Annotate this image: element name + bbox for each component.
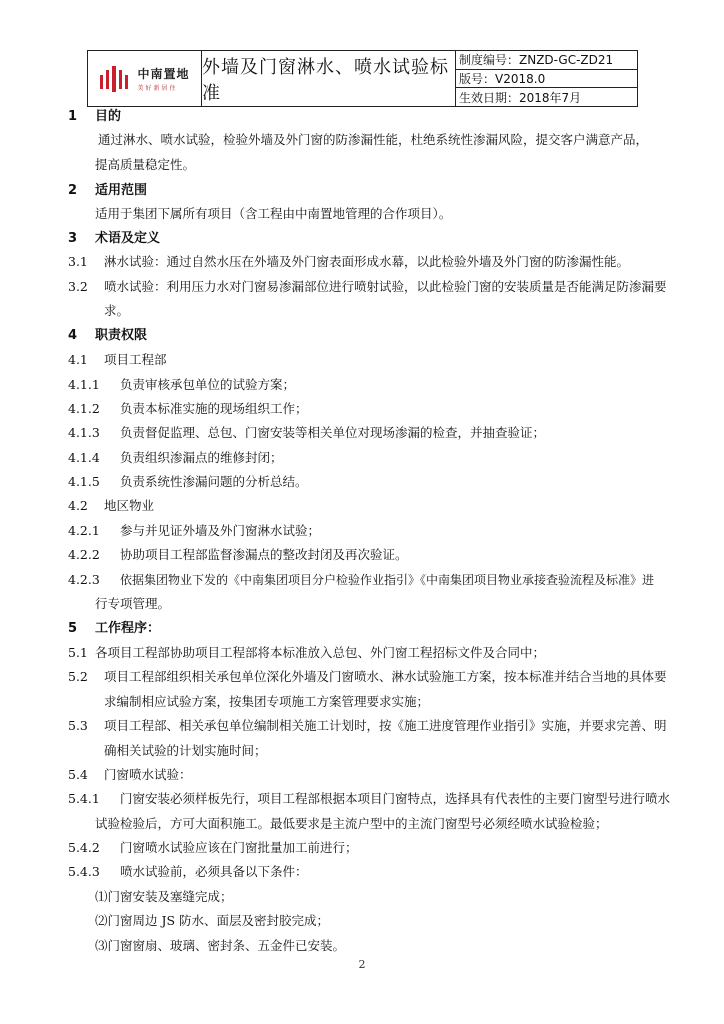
section-number: 4 [68,328,78,343]
section-number: 3 [68,231,78,246]
clause-text: 负责系统性渗漏问题的分析总结。 [120,474,308,489]
doc-version: 版号：V2018.0 [456,70,637,89]
clause-number: 4.1.3 [68,425,100,440]
clause-text: 负责督促监理、总包、门窗安装等相关单位对现场渗漏的检查，并抽查验证； [120,425,546,440]
clause-text: 喷水试验：利用压力水对门窗易渗漏部位进行喷射试验，以此检验门窗的安装质量是否能满足防渗漏要 [104,279,667,294]
clause-number: 5.4.2 [68,840,100,855]
clause-number: 4.1.1 [68,377,100,392]
paragraph: 通过淋水、喷水试验，检验外墙及外门窗的防渗漏性能，杜绝系统性渗漏风险，提交客户满意产品， [98,132,649,147]
clause-3-1 [68,254,630,270]
section-title: 目的 [95,109,122,124]
clause-number: 4.1 [68,352,88,367]
clause-number: 4.1.4 [68,450,100,465]
section-title: 适用范围 [95,183,148,198]
condition-item: ⑵门窗周边 JS 防水、面层及密封胶完成； [95,913,330,928]
clause-4-1-5 [68,474,308,490]
doc-number: 制度编号：ZNZD-GC-ZD21 [456,51,637,70]
section-title: 职责权限 [95,328,148,343]
clause-text: 负责本标准实施的现场组织工作； [120,401,308,416]
condition-item: ⑴门窗安装及塞缝完成； [95,889,233,904]
clause-5-1 [68,645,546,661]
clause-4-1 [68,352,167,368]
clause-4-1-2 [68,401,308,417]
section-3-heading [68,231,161,247]
section-number: 5 [68,621,78,636]
clause-number: 5.4 [68,767,88,782]
clause-continuation: 试验检验后，方可大面积施工。最低要求是主流户型中的主流门窗型号必须经喷水试验检验； [95,816,608,831]
clause-5-3 [68,718,667,734]
clause-number: 5.1 [68,645,88,660]
clause-text: 项目工程部 [104,352,167,367]
section-number: 1 [68,109,78,124]
clause-text: 门窗喷水试验应该在门窗批量加工前进行； [120,840,358,855]
document-header [87,50,638,107]
paragraph: 提高质量稳定性。 [95,157,196,172]
clause-number: 3.1 [68,254,88,269]
condition-item: ⑶门窗窗扇、玻璃、密封条、五金件已安装。 [95,938,346,953]
section-title: 工作程序： [95,621,161,636]
clause-number: 5.3 [68,718,88,733]
clause-text: 项目工程部组织相关承包单位深化外墙及门窗喷水、淋水试验施工方案，按本标准并结合当地的具体要 [104,669,667,684]
clause-text: 淋水试验：通过自然水压在外墙及外门窗表面形成水幕，以此检验外墙及外门窗的防渗漏性能。 [104,254,630,269]
clause-3-2 [68,279,667,295]
section-2-heading [68,183,148,199]
clause-4-2 [68,498,155,514]
clause-5-4-3 [68,864,308,880]
clause-text: 负责组织渗漏点的维修封闭； [120,450,283,465]
clause-continuation: 求编制相应试验方案，按集团专项施工方案管理要求实施； [104,694,430,709]
page-number: 2 [358,958,366,971]
clause-4-1-1 [68,377,296,393]
clause-continuation: 求。 [104,303,130,318]
clause-continuation: 确相关试验的计划实施时间； [104,743,267,758]
clause-4-2-2 [68,547,408,563]
clause-text: 门窗喷水试验： [104,767,192,782]
section-number: 2 [68,183,78,198]
section-title: 术语及定义 [95,231,161,246]
clause-number: 5.4.1 [68,791,100,806]
logo-slogan: 美好新居住 [137,85,178,92]
company-logo [99,65,189,92]
clause-text: 各项目工程部协助项目工程部将本标准放入总包、外门窗工程招标文件及合同中； [95,645,546,660]
document-meta [456,51,637,106]
clause-4-1-4 [68,450,283,466]
paragraph: 适用于集团下属所有项目（含工程由中南置地管理的合作项目）。 [95,206,452,221]
clause-5-4 [68,767,192,783]
logo-cell [88,51,202,106]
clause-number: 3.2 [68,279,88,294]
clause-5-2 [68,669,667,685]
section-5-heading [68,621,161,637]
clause-number: 4.2 [68,498,88,513]
clause-4-2-3 [68,572,655,588]
clause-text: 门窗安装必须样板先行，项目工程部根据本项目门窗特点，选择具有代表性的主要门窗型号进行喷水 [120,791,671,806]
clause-number: 4.1.2 [68,401,100,416]
clause-text: 负责审核承包单位的试验方案； [120,377,296,392]
clause-4-1-3 [68,425,546,441]
clause-5-4-1 [68,791,671,807]
clause-text: 项目工程部、相关承包单位编制相关施工计划时，按《施工进度管理作业指引》实施，并要求完善、明 [104,718,667,733]
logo-name: 中南置地 [137,67,190,81]
clause-5-4-2 [68,840,358,856]
clause-number: 4.1.5 [68,474,100,489]
section-4-heading [68,328,148,344]
section-1-heading [68,109,122,125]
clause-number: 4.2.2 [68,547,100,562]
document-title: 外墙及门窗淋水、喷水试验标准 [202,51,456,106]
clause-continuation: 行专项管理。 [95,596,171,611]
clause-number: 5.4.3 [68,864,100,879]
clause-4-2-1 [68,523,321,539]
clause-text: 喷水试验前，必须具备以下条件： [120,864,308,879]
clause-number: 4.2.3 [68,572,100,587]
logo-bars-icon [99,66,131,92]
clause-text: 参与并见证外墙及外门窗淋水试验； [120,523,321,538]
clause-number: 4.2.1 [68,523,100,538]
clause-number: 5.2 [68,669,88,684]
clause-text: 依据集团物业下发的《中南集团项目分户检验作业指引》《中南集团项目物业承接查验流程及标准》进 [120,573,655,587]
doc-effective-date: 生效日期：2018年7月 [459,90,582,105]
clause-text: 地区物业 [104,498,155,513]
clause-text: 协助项目工程部监督渗漏点的整改封闭及再次验证。 [120,547,408,562]
